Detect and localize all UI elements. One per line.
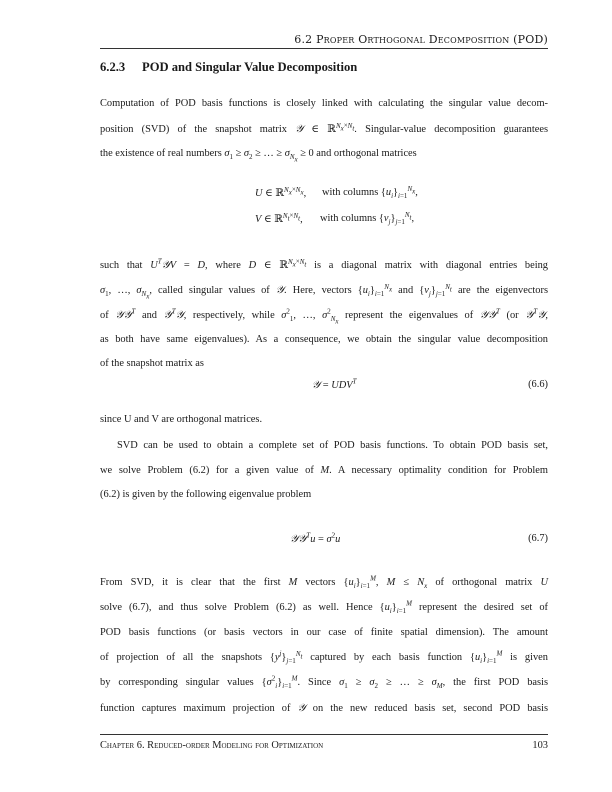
header-rule	[100, 48, 548, 49]
equation-number: (6.6)	[528, 379, 548, 390]
paragraph-line: of 𝒴𝒴$^T$ and 𝒴$^T$𝒴, respectively, while $\sigma^2_1$, …, $\sigma^2_{N_x}$ represent the eigenvalues of 𝒴𝒴$^T$ (or 𝒴$^T$𝒴,	[100, 307, 549, 326]
paragraph-line: $\sigma_1$, …, $\sigma_{N_x}$, called singular values of 𝒴. Here, vectors $\{u_i\}_{i=1}^{N_x}$ and $\{v_j\}_{j=1}^{N_t}$ are the eigenvectors	[100, 282, 549, 301]
section-number: 6.2.3	[100, 60, 126, 74]
equation-6-6: 𝒴 = $UDV^T$ (6.6)	[312, 377, 548, 391]
paragraph-line: solve (6.7), and thus solve Problem (6.2) as well. Hence $\{u_i\}_{i=1}^M$ represent the desired set of	[100, 599, 548, 616]
paragraph-line: From SVD, it is clear that the first M vectors $\{u_i\}_{i=1}^M$, $M \le N_x$ of orthogonal matrix U	[100, 574, 548, 591]
paragraph-line: of projection of all the snapshots $\{y^j\}_{j=1}^{N_t}$ captured by each basis function $\{u_i\}_{i=1}^M$ is given	[100, 649, 548, 666]
paragraph-line: Computation of POD basis functions is closely linked with calculating the singular value decom-	[100, 98, 548, 109]
paragraph-line: of the snapshot matrix as	[100, 358, 204, 369]
footer-chapter-title: Chapter 6. Reduced-order Modeling for Optimization	[100, 740, 324, 751]
paragraph-line: SVD can be used to obtain a complete set of POD basis functions. To obtain POD basis set,	[117, 440, 548, 451]
paragraph-line: (6.2) is given by the following eigenvalue problem	[100, 489, 312, 500]
running-header: 6.2 Proper Orthogonal Decomposition (POD)	[294, 33, 548, 46]
paragraph-line: the existence of real numbers $\sigma_1 \ge \sigma_2$ ≥ … ≥ $\sigma_{N_x} \ge 0$ and orthogonal matrices	[100, 148, 417, 164]
page-number: 103	[532, 740, 548, 751]
paragraph-line: since U and V are orthogonal matrices.	[100, 414, 263, 425]
equation-number: (6.7)	[528, 533, 548, 544]
footer-rule	[100, 734, 548, 735]
paragraph-line: POD basis functions (or basis vectors in our case of finite spatial dimension). The amount	[100, 627, 548, 638]
paragraph-line: by corresponding singular values $\{\sigma^2_i\}_{i=1}^M$. Since $\sigma_1 \ge \sigma_2$ ≥ … ≥ $\sigma_M$, the first POD basis	[100, 674, 548, 691]
paragraph-line: such that $U^T𝒴V = D$, where D ∈ ℝ$^{N_x\times N_t}$ is a diagonal matrix with diagonal entries being	[100, 257, 548, 271]
paragraph-line: position (SVD) of the snapshot matrix 𝒴 ∈ ℝ$^{N_x\times N_t}$. Singular-value decomposition guarantees	[100, 121, 548, 135]
paragraph-line: we solve Problem (6.2) for a given value of M. A necessary optimality condition for Problem	[100, 465, 548, 476]
paragraph-line: as both have same eigenvalues). As a consequence, we obtain the singular value decomposition	[100, 334, 548, 345]
matrix-u-definition: U ∈ ℝ$^{N_x\times N_x}$, with columns $\{u_i\}_{i=1}^{N_x}$,	[255, 184, 418, 201]
equation-6-7: 𝒴𝒴$^T$u = $\sigma^2u$ (6.7)	[290, 531, 548, 545]
paragraph-line: function captures maximum projection of 𝒴 on the new reduced basis set, second POD basis	[100, 702, 549, 714]
section-heading	[100, 60, 357, 75]
matrix-v-definition: V ∈ ℝ$^{N_t\times N_t}$, with columns $\{v_j\}_{j=1}^{N_t}$,	[255, 210, 415, 227]
section-title: POD and Singular Value Decomposition	[142, 60, 358, 74]
